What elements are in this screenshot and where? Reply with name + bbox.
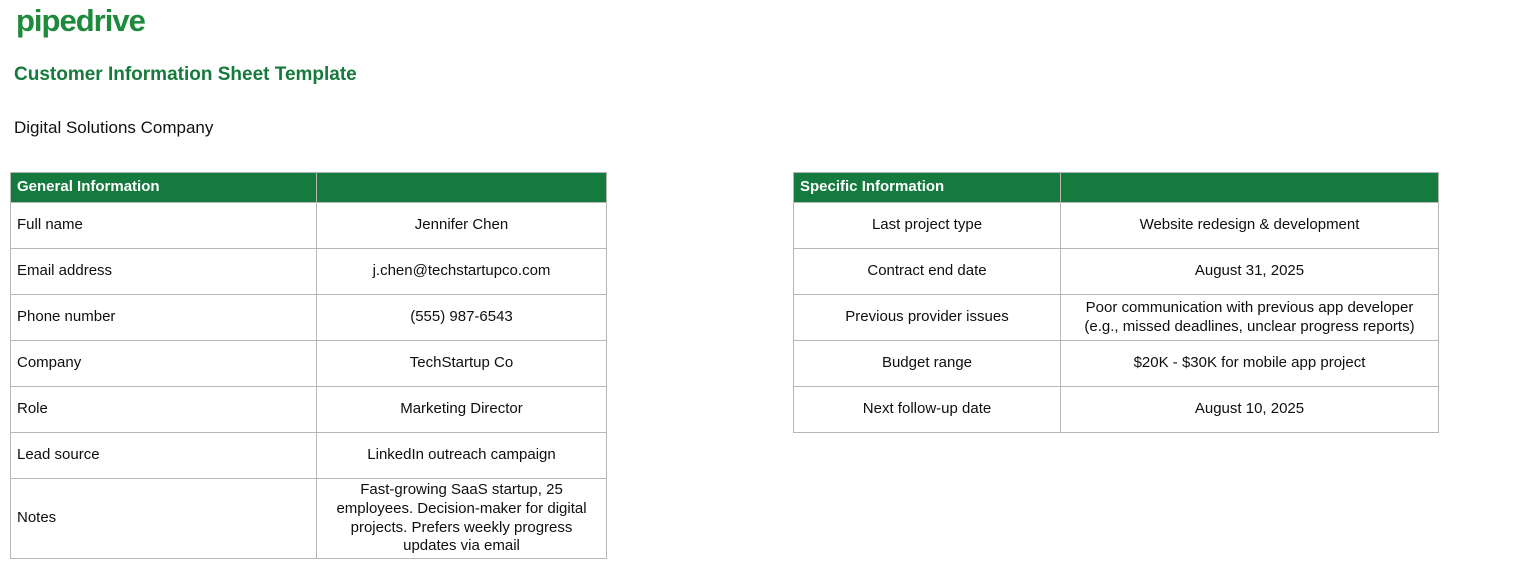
row-label-cell: Next follow-up date bbox=[794, 387, 1061, 433]
table-header-cell-empty bbox=[317, 173, 607, 203]
table-row bbox=[11, 203, 607, 249]
table-row bbox=[794, 249, 1439, 295]
row-label-cell: Last project type bbox=[794, 203, 1061, 249]
table-row bbox=[11, 479, 607, 559]
row-label-cell: Contract end date bbox=[794, 249, 1061, 295]
row-value-cell: LinkedIn outreach campaign bbox=[317, 433, 607, 479]
table-row bbox=[794, 295, 1439, 341]
page-title: Customer Information Sheet Template bbox=[14, 64, 357, 85]
table-header-row bbox=[11, 173, 607, 203]
table-row bbox=[11, 249, 607, 295]
row-value-cell: Marketing Director bbox=[317, 387, 607, 433]
row-value-cell: TechStartup Co bbox=[317, 341, 607, 387]
pipedrive-logo: pipedrive bbox=[16, 3, 145, 38]
row-label-cell: Notes bbox=[11, 479, 317, 559]
table-header-row bbox=[794, 173, 1439, 203]
row-value-cell: Fast-growing SaaS startup, 25 employees. Decision-maker for digital projects. Prefers weekly progress updates via email bbox=[317, 479, 607, 559]
specific-information-table bbox=[793, 172, 1439, 433]
table-header-cell-empty bbox=[1061, 173, 1439, 203]
row-value-cell: j.chen@techstartupco.com bbox=[317, 249, 607, 295]
row-label-cell: Email address bbox=[11, 249, 317, 295]
row-label-cell: Lead source bbox=[11, 433, 317, 479]
table-row bbox=[11, 387, 607, 433]
table-row bbox=[11, 341, 607, 387]
row-value-cell: August 10, 2025 bbox=[1061, 387, 1439, 433]
row-label-cell: Phone number bbox=[11, 295, 317, 341]
row-value-cell: Poor communication with previous app developer (e.g., missed deadlines, unclear progress reports) bbox=[1061, 295, 1439, 341]
general-information-table bbox=[10, 172, 607, 559]
table-row bbox=[11, 295, 607, 341]
table-header-cell: General Information bbox=[11, 173, 317, 203]
row-value-cell: Website redesign & development bbox=[1061, 203, 1439, 249]
row-label-cell: Company bbox=[11, 341, 317, 387]
table-row bbox=[11, 433, 607, 479]
table-row bbox=[794, 341, 1439, 387]
row-value-cell: (555) 987-6543 bbox=[317, 295, 607, 341]
row-label-cell: Previous provider issues bbox=[794, 295, 1061, 341]
table-row bbox=[794, 203, 1439, 249]
row-label-cell: Full name bbox=[11, 203, 317, 249]
table-header-cell: Specific Information bbox=[794, 173, 1061, 203]
row-value-cell: Jennifer Chen bbox=[317, 203, 607, 249]
row-value-cell: August 31, 2025 bbox=[1061, 249, 1439, 295]
row-label-cell: Budget range bbox=[794, 341, 1061, 387]
company-subtitle: Digital Solutions Company bbox=[14, 118, 214, 137]
table-row bbox=[794, 387, 1439, 433]
row-label-cell: Role bbox=[11, 387, 317, 433]
row-value-cell: $20K - $30K for mobile app project bbox=[1061, 341, 1439, 387]
